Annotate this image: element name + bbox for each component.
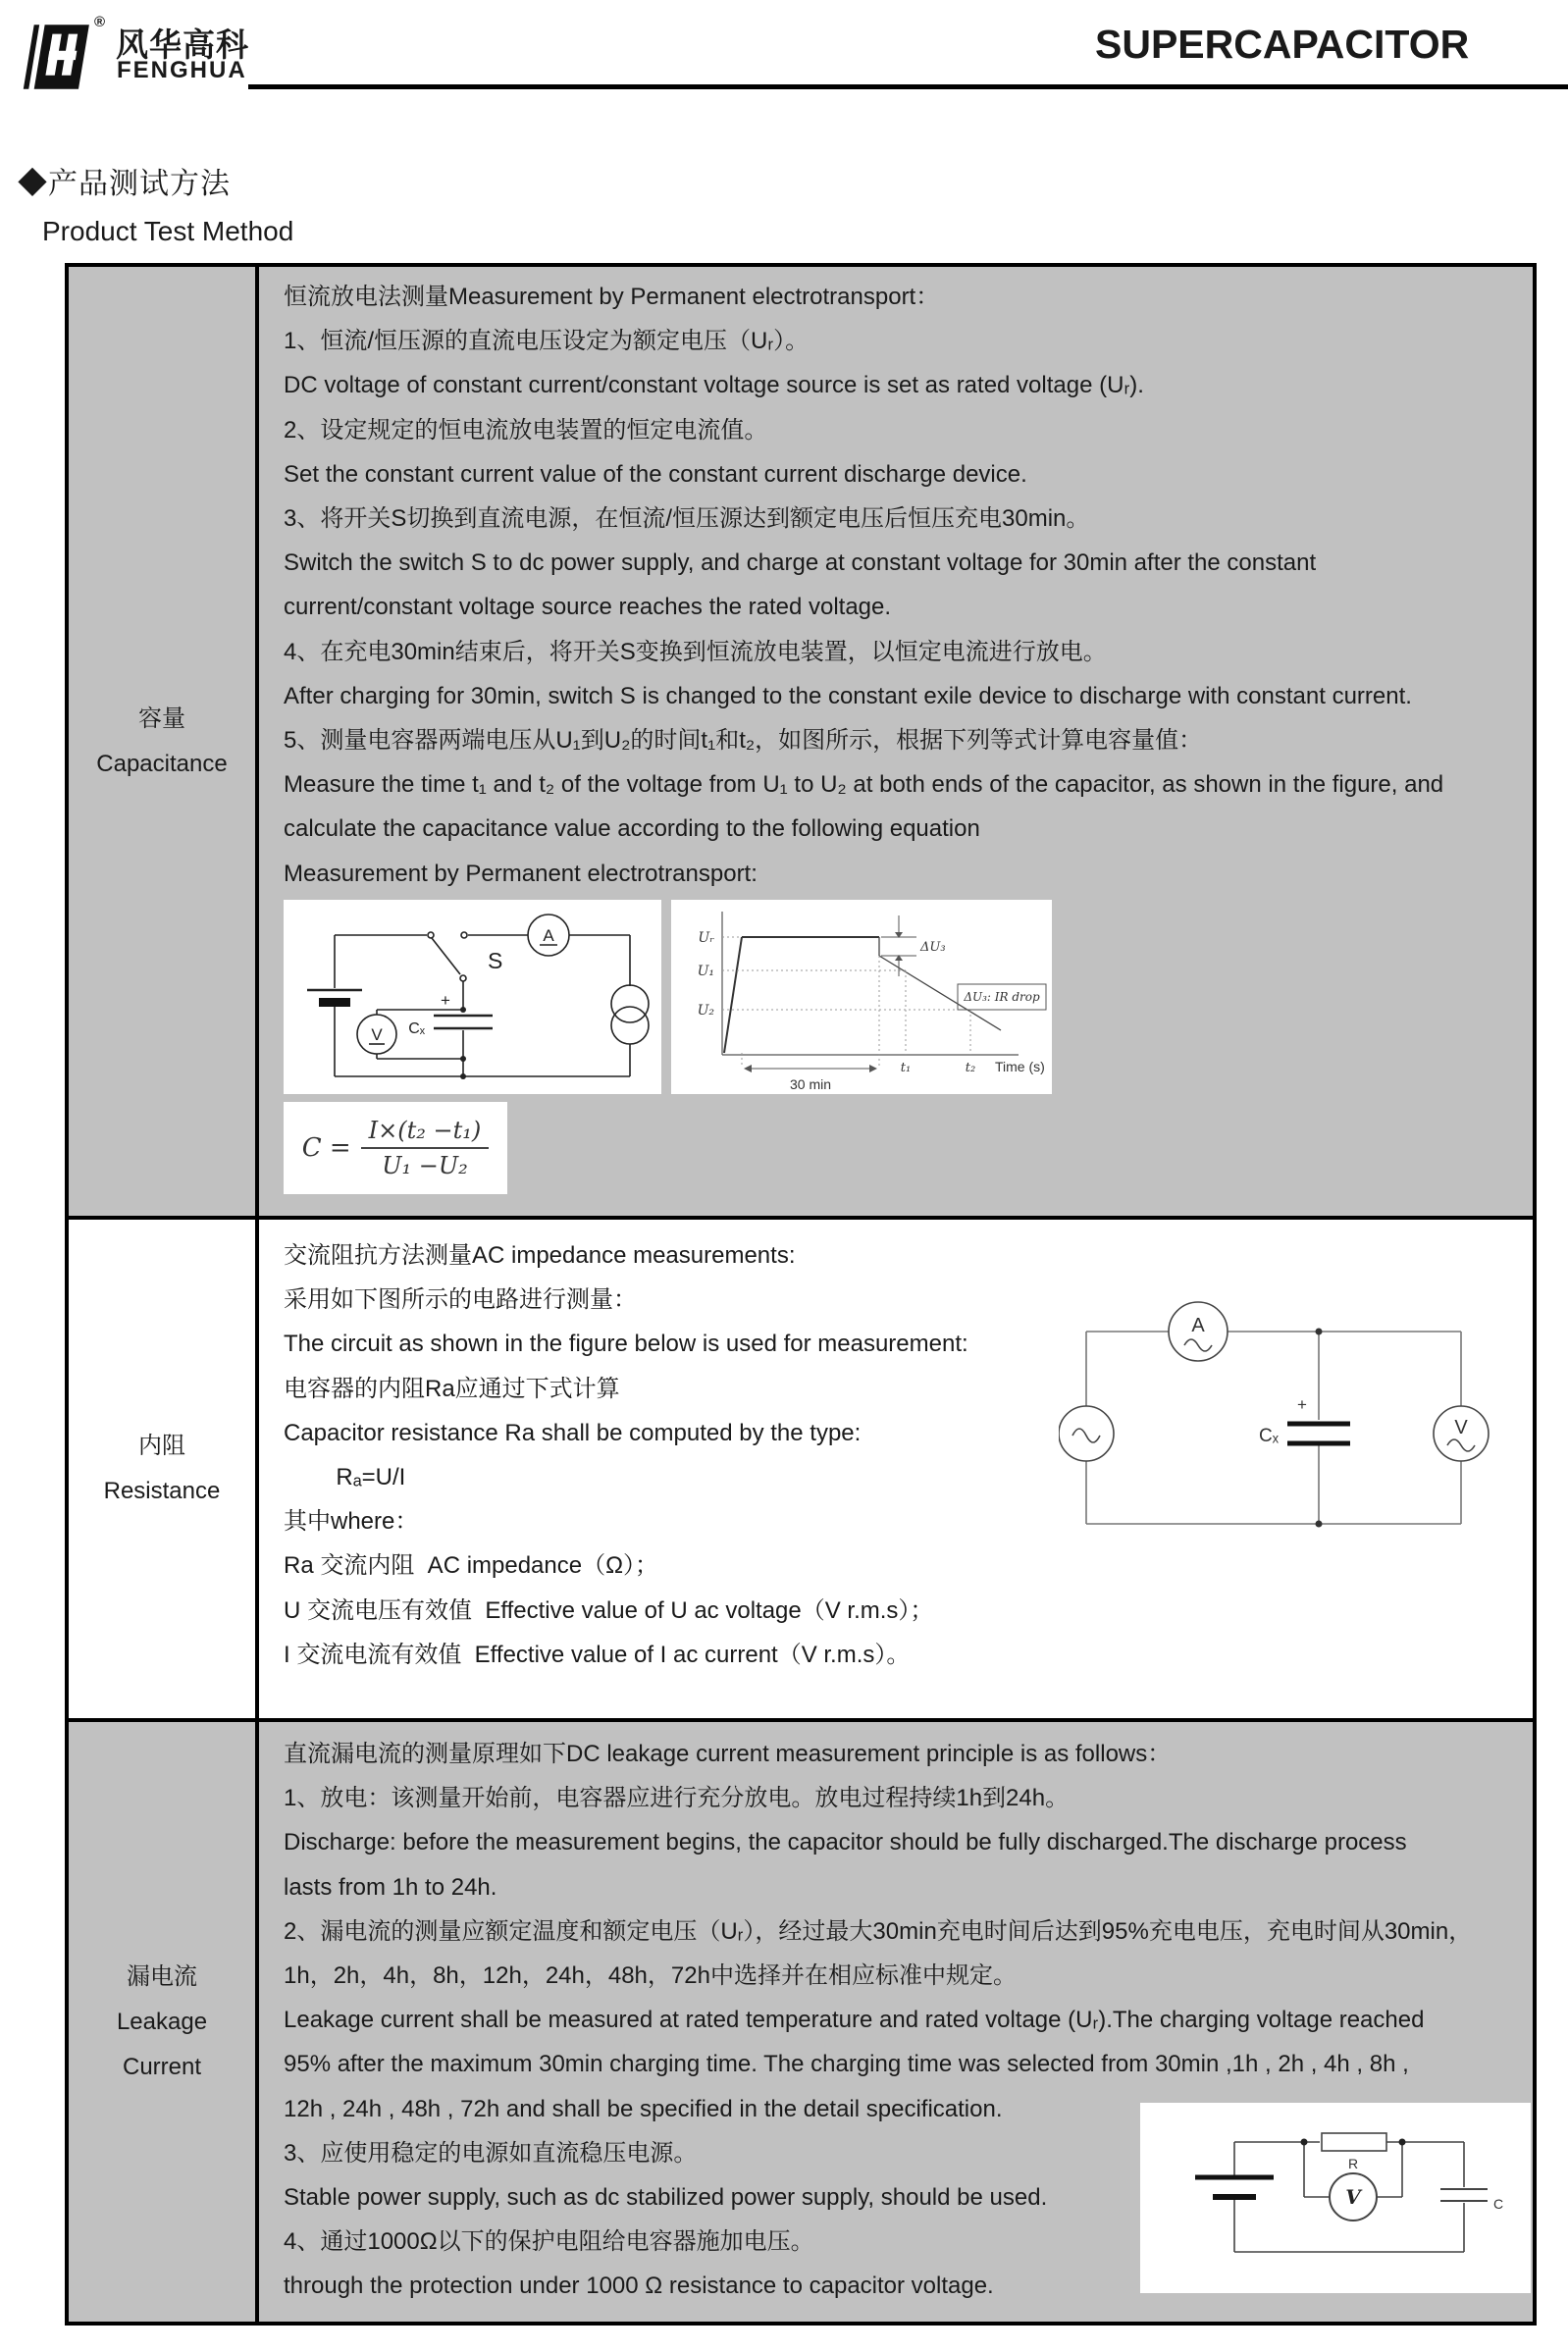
ac-impedance-circuit-diagram (1059, 1281, 1490, 1553)
formula-denominator: U₁ −U₂ (382, 1151, 468, 1179)
text-line: lasts from 1h to 24h. (284, 1873, 497, 1901)
text-line: 内阻 (138, 1433, 185, 1459)
text-line: Resistance (103, 1478, 221, 1504)
graph-time-axis-label: Time (s) (995, 1058, 1045, 1074)
text-line: 95% after the maximum 30min charging time. The charging time was selected from 30min ,1h , 2h , 4h , 8h , (284, 2051, 1409, 2078)
capacitance-figures (284, 900, 1523, 1094)
text-line: 漏电流 (127, 1962, 197, 1990)
graph-t2-label: t₂ (965, 1060, 976, 1075)
leak-resistor-label: R (1347, 2156, 1359, 2171)
graph-30min-label: 30 min (789, 1075, 832, 1092)
registered-trademark-icon: ® (94, 14, 106, 30)
text-line: Ra 交流内阻 AC impedance（Ω）； (284, 1552, 659, 1580)
row-content-leakage-current (259, 1722, 1533, 2322)
graph-t1-label: t₁ (900, 1060, 912, 1075)
section-title-chinese: ◆产品测试方法 (18, 168, 231, 200)
text-line: 采用如下图所示的电路进行测量： (284, 1286, 637, 1314)
document-title: SUPERCAPACITOR (1095, 22, 1470, 67)
fenghua-logo (16, 18, 92, 96)
text-line: The circuit as shown in the figure below is used for measurement: (284, 1331, 968, 1358)
text-line: 1h，2h，4h，8h，12h，24h，48h，72h中选择并在相应标准中规定。 (284, 1962, 1017, 1990)
text-line: After charging for 30min, switch S is changed to the constant exile device to discharge with constant current. (284, 682, 1412, 709)
ac-voltmeter-label: V (1454, 1417, 1468, 1438)
text-line: 电容器的内阻Ra应通过下式计算 (284, 1375, 620, 1402)
text-line: 容量 (138, 705, 185, 732)
ac-ammeter-label: A (1191, 1315, 1205, 1336)
text-line: 直流漏电流的测量原理如下DC leakage current measurement principle is as follows： (284, 1741, 1172, 1767)
text-line: Capacitance (96, 750, 228, 777)
graph-ir-drop-box: ΔU₃: IR drop (964, 989, 1040, 1004)
switch-label: S (488, 947, 503, 973)
row-content-capacitance (259, 267, 1533, 1216)
text-line: Discharge: before the measurement begins, the capacitor should be fully discharged.The discharge process (284, 1829, 1407, 1856)
leakage-circuit-diagram (1140, 2103, 1531, 2293)
text-line: 12h , 24h , 48h , 72h and shall be specified in the detail specification. (284, 2095, 1003, 2122)
text-line: U 交流电压有效值 Effective value of U ac voltage（V r.m.s）； (284, 1596, 934, 1624)
formula-numerator: I×(t₂ −t₁) (361, 1117, 490, 1149)
text-line: Measure the time t₁ and t₂ of the voltage from U₁ to U₂ at both ends of the capacitor, as shown in the figure, and (284, 771, 1444, 799)
capacitor-label: Cₓ (408, 1019, 425, 1037)
text-line: current/constant voltage source reaches the rated voltage. (284, 594, 892, 621)
section-title-english: Product Test Method (42, 216, 294, 246)
leak-voltmeter-label: V (1345, 2185, 1361, 2209)
formula-fraction (361, 1117, 490, 1179)
text-line: Switch the switch S to dc power supply, and charge at constant voltage for 30min after the constant (284, 549, 1317, 577)
text-line: DC voltage of constant current/constant voltage source is set as rated voltage (Uᵣ). (284, 372, 1144, 399)
plus-sign: + (441, 990, 450, 1010)
formula-lhs: C = (301, 1132, 351, 1163)
text-line: 5、测量电容器两端电压从U₁到U₂的时间t₁和t₂，如图所示，根据下列等式计算电容量值： (284, 727, 1203, 755)
ac-capacitor-label: Cₓ (1259, 1426, 1279, 1446)
text-line: 1、放电：该测量开始前，电容器应进行充分放电。放电过程持续1h到24h。 (284, 1785, 1070, 1812)
text-line: 交流阻抗方法测量AC impedance measurements: (284, 1242, 796, 1269)
text-line: 4、通过1000Ω以下的保护电阻给电容器施加电压。 (284, 2228, 814, 2256)
graph-u1-label: U₁ (697, 963, 714, 979)
table-row-leakage-current (69, 1722, 1533, 2322)
capacitance-text-block (284, 275, 1523, 896)
row-label-resistance (69, 1220, 259, 1718)
text-line: Rₐ=U/I (284, 1464, 406, 1491)
voltmeter-label: V (371, 1024, 383, 1044)
text-line: I 交流电流有效值 Effective value of I ac current（V r.m.s）。 (284, 1641, 911, 1668)
text-line: through the protection under 1000 Ω resistance to capacitor voltage. (284, 2273, 994, 2300)
brand-name-chinese: 风华高科 (116, 26, 249, 63)
text-line: 2、设定规定的恒电流放电装置的恒定电流值。 (284, 416, 768, 444)
text-line: Leakage (116, 2008, 208, 2035)
table-row-resistance (69, 1220, 1533, 1722)
table-row-capacitance (69, 267, 1533, 1220)
ac-plus-sign: + (1297, 1395, 1307, 1414)
test-method-table (65, 263, 1537, 2326)
capacitance-formula (284, 1102, 507, 1194)
text-line: 4、在充电30min结束后，将开关S变换到恒流放电装置，以恒定电流进行放电。 (284, 638, 1107, 665)
graph-u2-label: U₂ (697, 1002, 714, 1019)
ammeter-label: A (543, 925, 554, 945)
row-label-leakage-current (69, 1722, 259, 2322)
brand-name-english: FENGHUA (117, 57, 247, 83)
text-line: 1、恒流/恒压源的直流电压设定为额定电压（Uᵣ）。 (284, 328, 810, 355)
header-divider (248, 84, 1568, 89)
dc-test-circuit-diagram (284, 900, 661, 1094)
text-line: Measurement by Permanent electrotransport: (284, 860, 758, 887)
charge-discharge-graph (671, 900, 1052, 1094)
text-line: Current (122, 2053, 202, 2080)
text-line: Set the constant current value of the constant current discharge device. (284, 460, 1027, 488)
graph-du3-label: ΔU₃ (920, 939, 946, 955)
text-line: 2、漏电流的测量应额定温度和额定电压（Uᵣ），经过最大30min充电时间后达到95%充电电压，充电时间从30min， (284, 1917, 1473, 1945)
text-line: Stable power supply, such as dc stabilized power supply, should be used. (284, 2184, 1048, 2212)
leak-capacitor-label: C (1493, 2196, 1504, 2212)
text-line: 其中where： (284, 1508, 419, 1536)
text-line: Leakage current shall be measured at rated temperature and rated voltage (Uᵣ).The charging voltage reached (284, 2007, 1425, 2034)
graph-ur-label: Uᵣ (698, 929, 714, 946)
battery-symbol (319, 998, 350, 1007)
text-line: 恒流放电法测量Measurement by Permanent electrotransport： (284, 284, 940, 310)
row-label-capacitance (69, 267, 259, 1216)
text-line: Capacitor resistance Ra shall be computed by the type: (284, 1419, 862, 1446)
text-line: 3、将开关S切换到直流电源，在恒流/恒压源达到额定电压后恒压充电30min。 (284, 505, 1090, 533)
text-line: calculate the capacitance value according to the following equation (284, 815, 980, 843)
row-content-resistance (259, 1220, 1533, 1718)
text-line: 3、应使用稳定的电源如直流稳压电源。 (284, 2139, 698, 2167)
